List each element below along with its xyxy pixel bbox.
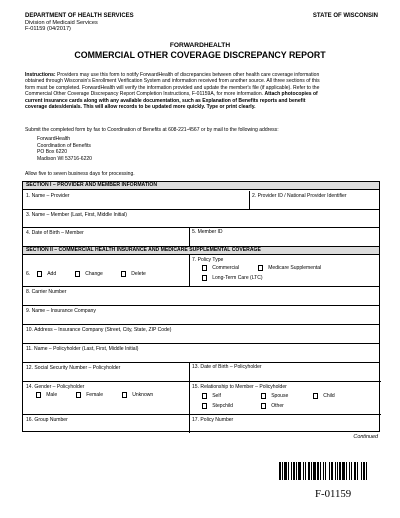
field-carrier-number[interactable] [23, 286, 379, 305]
field-label: 6. [26, 271, 31, 277]
field-label: 16. Group Number [26, 416, 68, 423]
instructions-line: form must be completed. ForwardHealth will verify the information provided and update the member's file (if applicable). Refer to the [25, 84, 320, 91]
option-other[interactable]: Other [261, 403, 284, 409]
field-label: 1. Name – Provider [26, 192, 70, 199]
instructions-bold: coverage dates/denials. This will allow records to be updated more quickly. Type or print clearly. [25, 104, 256, 111]
field-insurance-name[interactable] [23, 305, 379, 324]
option-self[interactable]: Self [202, 393, 221, 399]
female-checkbox[interactable] [76, 392, 81, 397]
instructions-block [25, 72, 381, 111]
address-line: Madison WI 53716-6220 [37, 156, 92, 163]
address-line: PO Box 6220 [37, 149, 68, 156]
instructions-bold: Attach photocopies of [264, 91, 318, 98]
male-checkbox[interactable] [36, 392, 41, 397]
unknown-checkbox[interactable] [122, 392, 127, 397]
field-label: 15. Relationship to Member – Policyholder [192, 383, 287, 390]
field-label: 13. Date of Birth – Policyholder [192, 363, 262, 370]
section1-heading: SECTION I – PROVIDER AND MEMBER INFORMATION [23, 182, 379, 190]
submit-instructions: Submit the completed form by fax to Coordination of Benefits at 608-221-4567 or by mail to the following address: [25, 127, 279, 133]
spouse-checkbox[interactable] [261, 393, 266, 398]
program-title: FORWARDHEALTH [169, 42, 231, 49]
processing-note: Allow five to seven business days for processing. [25, 171, 135, 177]
field-member-id[interactable] [189, 227, 381, 246]
agency-header [25, 13, 134, 33]
field-label: 7. Policy Type [192, 256, 224, 263]
self-checkbox[interactable] [202, 393, 207, 398]
field-label: 12. Social Security Number – Policyholder [26, 364, 121, 371]
division-name: Division of Medicaid Services [25, 19, 98, 26]
instructions-line: obtained through Wisconsin's Enrollment Verification System and information received from another source. All three sections of this [25, 78, 320, 85]
continued-label: Continued [353, 434, 378, 440]
field-member-name[interactable] [23, 209, 379, 227]
barcode-bar [367, 462, 368, 480]
field-policyholder-name[interactable] [23, 343, 379, 362]
instructions-lead: Instructions: [25, 72, 56, 78]
stepchild-checkbox[interactable] [202, 403, 207, 408]
field-label: 2. Provider ID / National Provider Identifier [252, 192, 347, 199]
other-checkbox[interactable] [261, 403, 266, 408]
commercial-checkbox[interactable] [202, 265, 207, 270]
option-child[interactable]: Child [313, 393, 335, 399]
section2-heading: SECTION II – COMMERCIAL HEALTH INSURANCE AND MEDICARE SUPPLEMENTAL COVERAGE [23, 246, 379, 255]
department-name: DEPARTMENT OF HEALTH SERVICES [25, 13, 134, 19]
option-male[interactable]: Male [36, 392, 57, 398]
option-delete[interactable]: Delete [121, 271, 146, 277]
mailing-address [37, 136, 92, 163]
barcode-image [279, 462, 380, 480]
ltc-checkbox[interactable] [202, 275, 207, 280]
field-provider-id[interactable] [249, 191, 381, 209]
field-label: 9. Name – Insurance Company [26, 307, 96, 314]
change-checkbox[interactable] [75, 271, 80, 276]
field-label: 3. Name – Member (Last, First, Middle Initial) [26, 211, 127, 218]
option-unknown[interactable]: Unknown [122, 392, 153, 398]
field-policyholder-dob[interactable] [189, 362, 381, 381]
field-label: 14. Gender – Policyholder [26, 383, 85, 390]
form-number-date: F-01159 (04/2017) [25, 26, 71, 33]
option-female[interactable]: Female [76, 392, 103, 398]
add-checkbox[interactable] [37, 271, 42, 276]
field-label: 11. Name – Policyholder (Last, First, Middle Initial) [26, 345, 139, 352]
form-id-footer: F-01159 [315, 488, 352, 500]
option-spouse[interactable]: Spouse [261, 393, 288, 399]
option-add[interactable]: Add [37, 271, 56, 277]
field-policy-number[interactable] [189, 414, 381, 433]
form-table [22, 181, 380, 432]
instructions-bold: current insurance cards along with any available documentation, such as Explanation of Benefits reports and benefit [25, 97, 306, 104]
field-label: 4. Date of Birth – Member [26, 229, 84, 236]
medicare-supplemental-checkbox[interactable] [258, 265, 263, 270]
option-commercial[interactable]: Commercial [202, 265, 239, 271]
field-relationship [189, 381, 381, 414]
child-checkbox[interactable] [313, 393, 318, 398]
option-ltc[interactable]: Long-Term Care (LTC) [202, 275, 263, 281]
address-line: ForwardHealth [37, 136, 71, 142]
field-label: 17. Policy Number [192, 416, 234, 423]
field-insurance-address[interactable] [23, 324, 379, 343]
state-name: STATE OF WISCONSIN [312, 13, 378, 19]
field-policy-type [189, 255, 381, 286]
instructions-line: Commercial Other Coverage Discrepancy Report Completion Instructions, F-01159A, for more information. [25, 91, 264, 98]
option-change[interactable]: Change [75, 271, 103, 277]
address-line: Coordination of Benefits [37, 142, 91, 149]
instructions-line: Providers may use this form to notify ForwardHealth of discrepancies between other health care coverage information [56, 72, 320, 78]
delete-checkbox[interactable] [121, 271, 126, 276]
field-label: 5. Member ID [192, 228, 223, 235]
option-medicare-supplemental[interactable]: Medicare Supplemental [258, 265, 321, 271]
option-stepchild[interactable]: Stepchild [202, 403, 233, 409]
form-title: COMMERCIAL OTHER COVERAGE DISCREPANCY REPORT [74, 50, 326, 60]
field-label: 10. Address – Insurance Company (Street, City, State, ZIP Code) [26, 326, 172, 333]
field-label: 8. Carrier Number [26, 288, 67, 295]
